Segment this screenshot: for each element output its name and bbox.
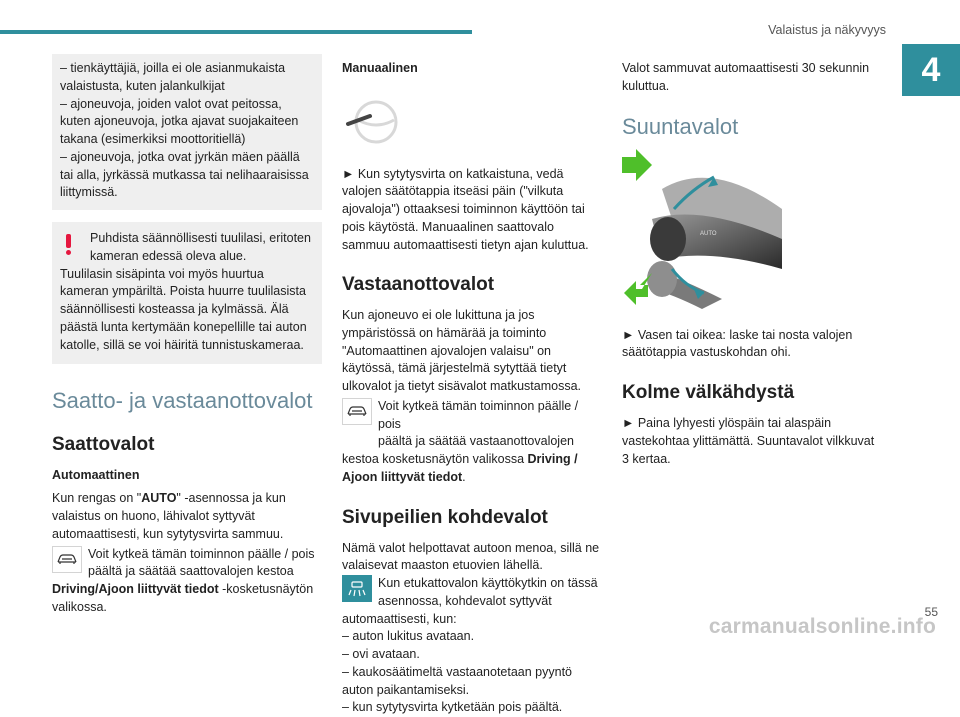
hint-line: Voit kytkeä tämän toiminnon päälle / pois [378,398,579,431]
hint-line: päältä ja säätää vastaanottovalojen [378,434,574,449]
subheading-mirror-lights: Sivupeilien kohdevalot [342,506,548,528]
hint-line: päältä ja säätää saattovalojen kestoa [88,564,294,579]
watermark-text: carmanualsonline.info [708,615,936,638]
manual-heading: Manuaalinen [342,61,418,75]
menu-reference: kestoa kosketusnäytön valikossa Driving / Ajoon liittyvät tiedot. [342,452,578,484]
chapter-number-tab: 4 [902,44,960,96]
list-item: – kaukosäätimeltä vastaanotetaan pyyntö auton paikantamiseksi. [342,664,573,697]
column-middle [342,54,604,717]
welcome-paragraph: Kun ajoneuvo ei ole lukittuna ja jos ympäristössä on hämärää ja toiminto "Automaattinen ajovalojen valaisu" on käytössä, tämä järjestelmä sytyttää tietyt ulkovalot ja tietyt sisävalot matkustamossa. [342,308,581,394]
subheading-follow-me: Saattovalot [52,433,155,455]
manual-paragraph: ► Kun sytytysvirta on katkaistuna, vedä valojen säätötappia itseäsi päin ("vilkuta ajovaloja") ottaaksesi toiminnon käyttöön tai pois käytöstä. Manuaalinen saattovalo sammuu automaattisesti tietyn ajan kuluttua. [342,166,589,252]
car-settings-icon [52,546,82,573]
section-title-indicators: Suuntavalot [622,113,739,139]
automatic-heading: Automaattinen [52,467,140,482]
warning-box [52,222,322,364]
list-item: – kun sytytysvirta kytketään pois päältä. [342,700,563,715]
note-box [52,54,322,210]
warning-icon [66,234,72,255]
mirror-hint [342,575,604,611]
automatic-paragraph: Kun rengas on "AUTO" -asennossa ja kun valaistus on huono, lähivalot syttyvät automaattisesti, kun sytytysvirta sammuu. [52,491,286,541]
hint-line: Voit kytkeä tämän toiminnon päälle / pois [88,546,315,561]
page-header-title: Valaistus ja näkyvyys [768,23,886,37]
mirror-paragraph: Nämä valot helpottavat autoon menoa, sillä ne valaisevat maaston etuovien lähellä. [342,540,600,573]
warning-continuation: Tuulilasin sisäpinta voi myös huurtua kameran ympäriltä. Poista huurre tuulilasista säännöllisesti kosteassa ja kylmässä. Älä päästä lunta kertymään konepellille tai auton katolle, sillä se voi häiritä tunnistuskameraa. [60,266,307,352]
indicator-paragraph: ► Vasen tai oikea: laske tai nosta valojen säätötappia vastuskohdan ohi. [622,327,853,360]
column-left [52,54,322,617]
stalk-auto-label: AUTO [700,230,717,237]
column-right [622,54,884,468]
list-item: – ovi avataan. [342,647,420,662]
courtesy-light-icon [342,575,372,602]
menu-reference: Driving/Ajoon liittyvät tiedot -kosketusnäytön valikossa. [52,582,314,614]
warning-text: Puhdista säännöllisesti tuulilasi, eritoten kameran edessä oleva alue. [90,231,311,263]
note-line: – tienkäyttäjiä, joilla ei ole asianmukaista valaistusta, kuten jalankulkijat [60,61,286,93]
auto-keyword: AUTO [141,491,177,506]
indicator-stalk-illustration [622,149,782,309]
hint-line: Kun etukattovalon käyttökytkin on tässä [378,576,598,591]
auto-off-paragraph: Valot sammuvat automaattisesti 30 sekunnin kuluttua. [622,61,870,93]
three-flash-paragraph: ► Paina lyhyesti ylöspäin tai alaspäin vastekohtaa ylittämättä. Suuntavalot vilkkuvat 3 kertaa. [622,416,875,466]
subheading-welcome-lights: Vastaanottovalot [342,274,495,296]
hint-line: asennossa, kohdevalot syttyvät [378,593,552,608]
section-title-escort-lights: Saatto- ja vastaanottovalot [52,388,313,414]
note-line: – ajoneuvoja, joiden valot ovat peitossa, kuten ajoneuvoja, jotka ajavat suojakaiteen takana (esimerkiksi moottoritiellä) [60,96,299,146]
mirror-after: automaattisesti, kun: [342,611,457,626]
top-accent-bar [0,30,472,34]
steering-wheel-icon [342,98,406,146]
car-settings-icon [342,398,372,425]
note-line: – ajoneuvoja, jotka ovat jyrkän mäen päällä tai alla, jyrkässä mutkassa tai nelihaaraisissa liittymissä. [60,149,309,200]
page-number: 55 [924,605,938,619]
setting-hint [52,546,322,582]
setting-hint [342,398,604,451]
list-item: – auton lukitus avataan. [342,629,475,644]
subheading-three-flashes: Kolme välkähdystä [622,382,795,404]
